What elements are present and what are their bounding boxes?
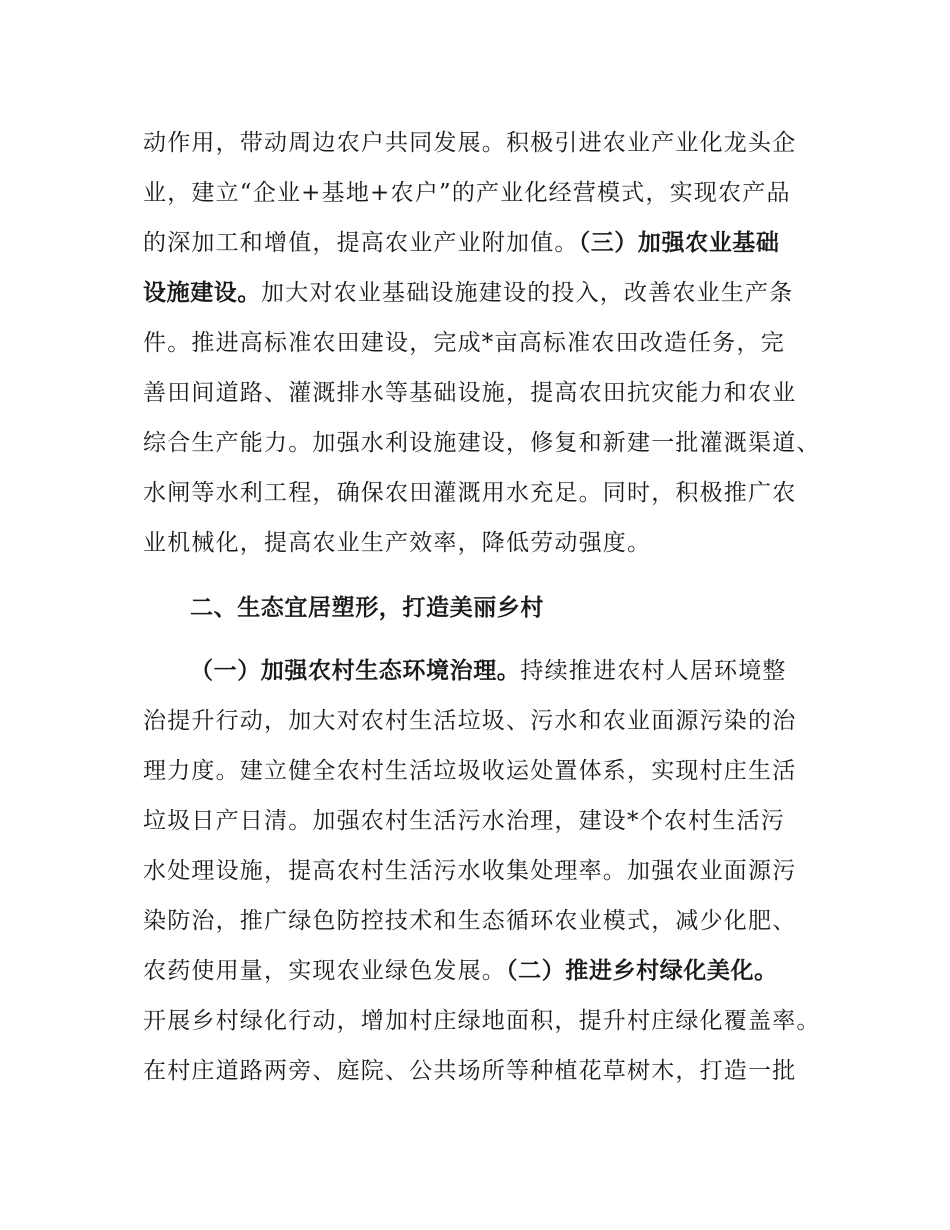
text-run: 治提升行动，加大对农村生活垃圾、污水和农业面源污染的治	[143, 708, 797, 734]
text-line	[143, 906, 796, 936]
text-run: 农药使用量，实现农业绿色发展。	[143, 958, 506, 984]
text-run: 的深加工和增值，提高农业产业附加值。	[143, 230, 579, 256]
text-run: 业，建立“企业+基地+农户”的产业化经营模式，实现农产品	[143, 180, 791, 206]
text-line	[143, 278, 793, 308]
text-run: 件。推进高标准农田建设，完成*亩高标准农田改造任务，完	[143, 330, 785, 356]
text-line	[143, 706, 796, 736]
text-line	[190, 656, 787, 686]
section-heading	[190, 593, 544, 623]
text-run: 开展乡村绿化行动，增加村庄绿地面积，提升村庄绿化覆盖率。	[143, 1008, 821, 1034]
text-run: 垃圾日产日清。加强农村生活污水治理，建设*个农村生活污	[143, 808, 785, 834]
text-line	[143, 528, 651, 558]
text-run: 染防治，推广绿色防控技术和生态循环农业模式，减少化肥、	[143, 908, 797, 934]
text-line	[143, 478, 796, 508]
text-line	[143, 128, 796, 158]
subheading-3-cont: 设施建设。	[143, 280, 261, 306]
text-run: 在村庄道路两旁、庭院、公共场所等种植花草树木，打造一批	[143, 1058, 797, 1084]
text-run: 善田间道路、灌溉排水等基础设施，提高农田抗灾能力和农业	[143, 380, 797, 406]
text-run: 加大对农业基础设施建设的投入，改善农业生产条	[261, 280, 794, 306]
text-line	[143, 178, 791, 208]
text-run: 水闸等水利工程，确保农田灌溉用水充足。同时，积极推广农	[143, 480, 797, 506]
text-run: 综合生产能力。加强水利设施建设，修复和新建一批灌溉渠道、	[143, 430, 821, 456]
text-line	[143, 1006, 821, 1036]
text-line	[143, 806, 785, 836]
text-line	[143, 428, 821, 458]
subheading-2: （二）推进乡村绿化美化。	[506, 958, 778, 984]
section-2-title: 二、生态宜居塑形，打造美丽乡村	[190, 595, 544, 621]
text-run: 业机械化，提高农业生产效率，降低劳动强度。	[143, 530, 652, 556]
text-line	[143, 228, 780, 258]
text-line	[143, 328, 785, 358]
text-run: 持续推进农村人居环境整	[520, 658, 787, 684]
text-run: 水处理设施，提高农村生活污水收集处理率。加强农业面源污	[143, 858, 797, 884]
text-run: 动作用，带动周边农户共同发展。积极引进农业产业化龙头企	[143, 130, 797, 156]
text-line	[143, 378, 796, 408]
text-line	[143, 756, 796, 786]
subheading-3: （三）加强农业基础	[578, 230, 780, 256]
text-line	[143, 856, 796, 886]
text-run: 理力度。建立健全农村生活垃圾收运处置体系，实现村庄生活	[143, 758, 797, 784]
subheading-1: （一）加强农村生态环境治理。	[190, 658, 521, 684]
text-line	[143, 956, 778, 986]
text-line	[143, 1056, 796, 1086]
